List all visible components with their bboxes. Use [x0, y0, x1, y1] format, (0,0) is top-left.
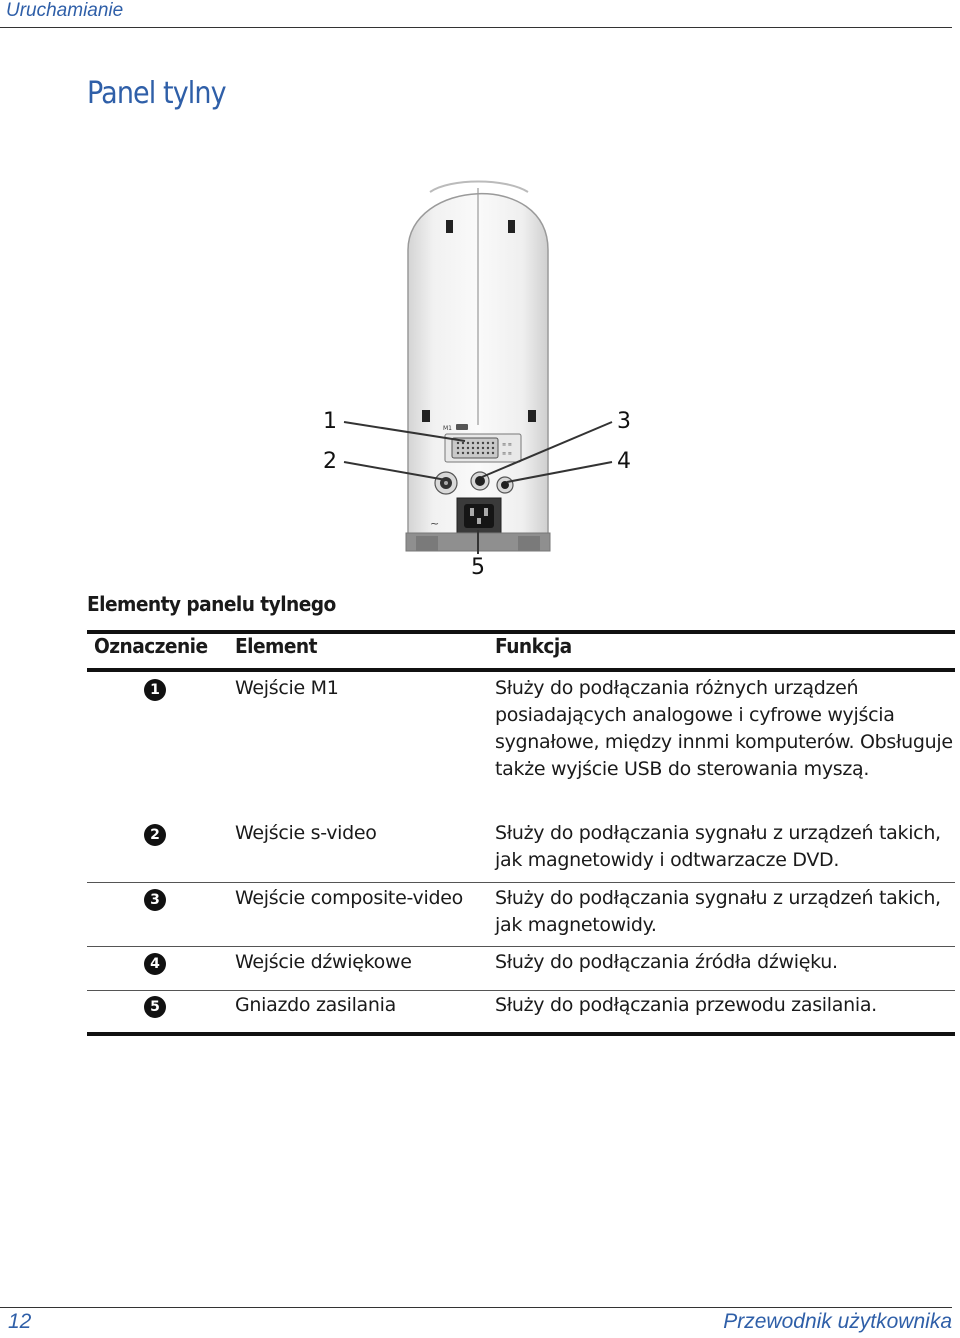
- footer-rule: [0, 1307, 952, 1308]
- row-marker-1: 1: [144, 679, 166, 701]
- svg-text:≡ ≡: ≡ ≡: [502, 442, 512, 448]
- callout-1: 1: [323, 409, 337, 434]
- row-marker-2: 2: [144, 824, 166, 846]
- row-divider-3: [87, 946, 955, 947]
- row-marker-5: 5: [144, 996, 166, 1018]
- row-function-1: Służy do podłączania różnych urządzeń posiadających analogowe i cyfrowe wyjścia sygnałowe, między innmi komputerów. Obsługuje także wyjście USB do sterowania myszą.: [495, 677, 953, 780]
- col-head-marker: Oznaczenie: [94, 634, 208, 658]
- row-divider-2: [87, 882, 955, 883]
- row-function-5: Służy do podłączania przewodu zasilania.: [495, 994, 877, 1016]
- row-function-2: Służy do podłączania sygnału z urządzeń takich, jak magnetowidy i odtwarzacze DVD.: [495, 822, 941, 871]
- svg-text:≡ ≡: ≡ ≡: [502, 451, 512, 457]
- callout-3: 3: [617, 409, 631, 434]
- running-footer: Przewodnik użytkownika: [723, 1310, 952, 1333]
- callout-2: 2: [323, 449, 337, 474]
- col-head-element: Element: [235, 634, 317, 658]
- col-head-function: Funkcja: [495, 634, 572, 658]
- port-m1-label: M1: [443, 425, 452, 432]
- row-function-3: Służy do podłączania sygnału z urządzeń takich, jak magnetowidy.: [495, 887, 941, 936]
- rear-panel-illustration: [300, 170, 660, 590]
- row-element-5: Gniazdo zasilania: [235, 994, 396, 1016]
- table-bottom-rule: [87, 1032, 955, 1036]
- row-element-4: Wejście dźwiękowe: [235, 951, 412, 973]
- header-rule: [0, 27, 952, 28]
- callout-5: 5: [471, 555, 485, 580]
- page-number: 12: [8, 1310, 32, 1333]
- running-header: Uruchamianie: [6, 0, 124, 21]
- row-element-2: Wejście s-video: [235, 822, 377, 844]
- table-header-rule: [87, 668, 955, 672]
- table-title: Elementy panelu tylnego: [87, 592, 336, 616]
- row-element-3: Wejście composite-video: [235, 887, 463, 909]
- row-marker-4: 4: [144, 953, 166, 975]
- callout-4: 4: [617, 449, 631, 474]
- svg-text:~: ~: [430, 517, 440, 530]
- rear-panel-figure: [300, 170, 660, 590]
- row-element-1: Wejście M1: [235, 677, 339, 699]
- page-title: Panel tylny: [87, 76, 226, 111]
- row-function-4: Służy do podłączania źródła dźwięku.: [495, 951, 838, 973]
- row-marker-3: 3: [144, 889, 166, 911]
- row-divider-4: [87, 990, 955, 991]
